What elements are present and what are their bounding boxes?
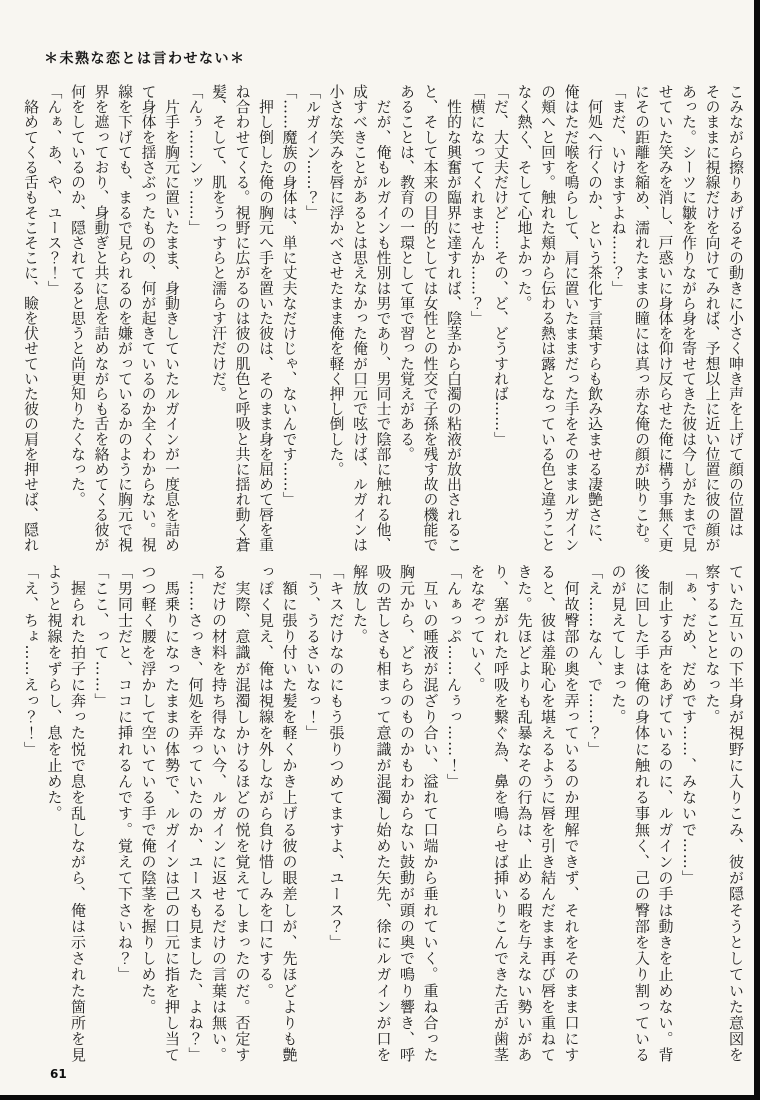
text-column: るだけの材料を持ち得ない今、ルガインに返せるだけの言葉は無い。 xyxy=(210,564,228,1064)
text-column: 後に回した手は俺の身体に触れる事無く、己の臀部を入り割っている xyxy=(633,564,651,1064)
text-block-top xyxy=(17,84,747,567)
text-column: をなぞっていく。 xyxy=(468,564,487,693)
text-column: 何をしているのか、隠されてると思うと尚更知りたくなった。 xyxy=(69,84,86,507)
text-column: 界を遮っており、身動ぎと共に息を詰めながらも舌を絡めてくる彼が xyxy=(92,84,110,553)
text-column: の頬へと回す。触れた頬から伝わる熱は露となっている色と違うこと xyxy=(539,84,556,553)
text-column: 「……魔族の身体は、単に丈夫なだけじゃ、ないんです……」 xyxy=(280,84,298,507)
text-column: ていた互いの下半身が視野に入りこみ、彼が隠そうとしていた意図を xyxy=(727,564,745,1064)
text-column: 「え……なん、で……？」 xyxy=(586,564,604,758)
text-column: 性的な興奮が臨界に達すれば、陰茎から白濁の粘液が放出されるこ xyxy=(445,84,462,553)
text-column: 線を下げても、まるで見られるのを嫌がっているかのように胸元で視 xyxy=(116,84,133,553)
text-column: 「キスだけなのにもう張りつめてますよ、ユース？」 xyxy=(327,564,346,951)
text-column: 「ここ、って……」 xyxy=(92,564,111,709)
text-column: 絡めてくる舌もそこそこに、瞼を伏せていた彼の肩を押せば、隠れ xyxy=(22,84,39,553)
text-column: 何故臀部の奥を弄っているのか理解できず、それをそのまま口にす xyxy=(562,564,581,1064)
text-column: り、塞がれた呼吸を繋ぐ為、鼻を鳴らせば挿いりこんできた舌が歯茎 xyxy=(492,564,510,1064)
text-column: 「まだ、いけますよね……？」 xyxy=(609,84,627,296)
text-column: 握られた拍子に奔った悦で息を乱しながら、俺は示された箇所を見 xyxy=(69,564,87,1064)
text-column: 何処へ行くのか、という茶化す言葉すらも飲み込ませる凄艶さに、 xyxy=(586,84,603,553)
text-column: 「ぁ、だめ、だめです……、みないで……」 xyxy=(680,564,698,886)
text-column: 「う、うるさいなっ！」 xyxy=(304,564,322,742)
text-column: 実際、意識が混濁しかけるほどの悦を覚えてしまったのだ。否定す xyxy=(233,564,252,1064)
text-column: ようと視線をずらし、息を止めた。 xyxy=(45,564,64,822)
text-column: あった。シーツに皺を作りながら身を寄せてきた彼は今しがたまで見 xyxy=(680,84,697,553)
text-column: だが、俺もルガインも性別は男であり、男同士で陰部に触れる他、 xyxy=(374,84,392,553)
text-column: こみながら擦りあげるその動きに小さく呻き声を上げて顔の位置は xyxy=(727,84,744,537)
text-column: 成すべきことがあるとは思えなかった俺が口元で呟けば、ルガインは xyxy=(351,84,368,553)
text-column: 「ルガイン……？」 xyxy=(304,84,321,220)
text-column: 互いの唾液が混ざり合い、溢れて口端から垂れていく。重ね合った xyxy=(421,564,440,1064)
text-column: 片手を胸元に置いたまま、身動きしていたルガインが一度息を詰め xyxy=(163,84,180,553)
text-column: ね合わせてくる。視野に広がるのは彼の肌色と呼吸と共に揺れ動く蒼 xyxy=(233,84,251,553)
text-column: 「んぁ、あ、や、ユース？！」 xyxy=(45,84,63,296)
text-column: あることは、教育の一環として軍で習った覚えがある。 xyxy=(398,84,415,462)
page-number: 61 xyxy=(50,1067,67,1081)
text-column: 「……さっき、何処を弄っていたのか、ユースも見ました、よね？」 xyxy=(186,564,205,1064)
text-column: なく熱く、そして心地よかった。 xyxy=(515,84,533,311)
text-column: 制止する声をあげているのに、ルガインの手は動きを止めない。背 xyxy=(656,564,675,1064)
text-column: 解放した。 xyxy=(351,564,369,645)
scan-edge-bottom xyxy=(0,1095,760,1100)
text-column: 「え、ちょ……えっ？！」 xyxy=(22,564,40,758)
text-column: 髪、そして、肌をうっすらと濡らす汗だけだ。 xyxy=(210,84,227,402)
text-column: つつ軽く腰を浮かして空いている手で俺の陰茎を握りしめた。 xyxy=(139,564,158,1015)
story-title: ＊未熟な恋とは言わせない＊ xyxy=(44,51,246,67)
text-column: 「男同士だと、ココに挿れるんです。覚えて下さいね？」 xyxy=(116,564,134,983)
text-column: と、そして本来の目的としては女性との性交で子孫を残す故の機能で xyxy=(421,84,439,553)
text-column: 「横になってくれませんか……？」 xyxy=(468,84,486,326)
text-block-bottom xyxy=(17,564,747,1086)
text-column: 額に張り付いた髪を軽くかき上げる彼の眼差しが、先ほどよりも艶 xyxy=(280,564,299,1064)
text-column: 「んぁっぷ……んぅっ……！」 xyxy=(445,564,463,790)
text-column: っぽく見え、俺は視線を外しながら負け惜しみを口にする。 xyxy=(257,564,275,999)
text-column: きた。先ほどよりも乱暴なその行為は、止める暇を与えない勢いがあ xyxy=(515,564,534,1064)
text-column: せていた笑みを消し、戸惑いに身体を仰け反らせた俺に構う事無く更 xyxy=(656,84,674,553)
text-column: 「んぅ……ンッ……」 xyxy=(186,84,204,235)
text-column: 胸元から、どちらのものかもわからない鼓動が頭の奥で鳴り響き、呼 xyxy=(398,564,416,1064)
text-column: 察することとなった。 xyxy=(703,564,722,725)
text-column: 「だ、大丈夫だけど……その、ど、どうすれば……」 xyxy=(492,84,509,447)
text-column: のが見えてしまった。 xyxy=(609,564,628,725)
text-column: ると、彼は羞恥心を堪えるように唇を引き結んだまま再び唇を重ねて xyxy=(539,564,557,1064)
text-column: て身体を揺さぶったものの、何が起きているのか全くわからない。視 xyxy=(139,84,157,553)
text-column: 吸の苦しさも相まって意識が混濁し始めた矢先、徐にルガインが口を xyxy=(374,564,393,1064)
scan-edge-right xyxy=(754,0,760,1100)
text-column: 俺はただ喉を鳴らして、肩に置いたままだった手をそのままルガイン xyxy=(562,84,580,553)
text-column: 馬乗りになったままの体勢で、ルガインは己の口元に指を押し当て xyxy=(163,564,181,1064)
text-column: にその距離を縮め、濡れたままの瞳には真っ赤な俺の顔が映りこむ。 xyxy=(633,84,650,553)
text-column: 小さな笑みを唇に浮かべさせたまま俺を軽く押し倒した。 xyxy=(327,84,345,477)
text-column: 押し倒した俺の胸元へ手を置いた彼は、そのまま身を屈めて唇を重 xyxy=(257,84,274,553)
text-column: そのままに視線だけを向けてみれば、予想以上に近い位置に彼の顔が xyxy=(703,84,721,553)
